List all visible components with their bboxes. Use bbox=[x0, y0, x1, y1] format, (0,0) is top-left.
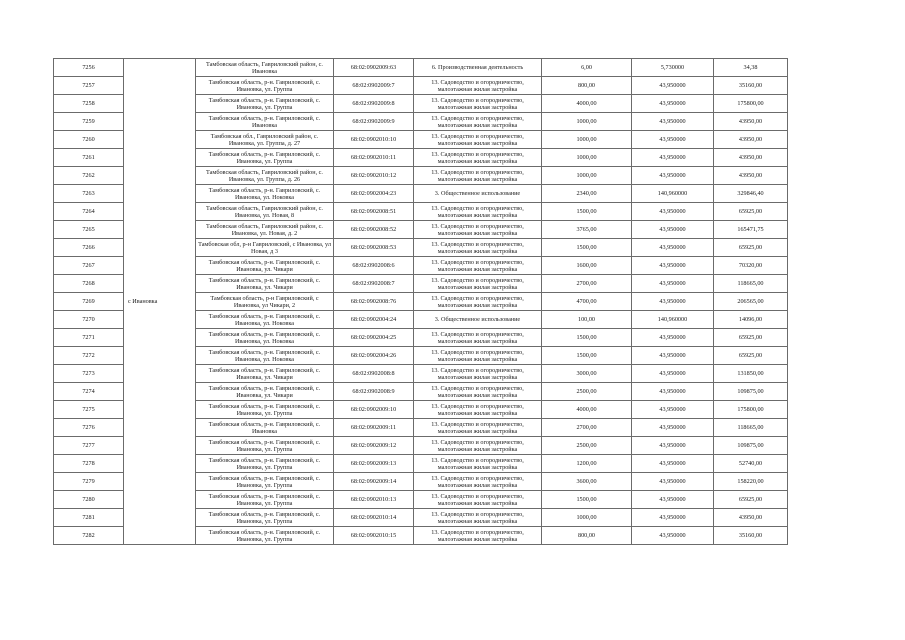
specific-value-cell: 43,950000 bbox=[632, 239, 714, 257]
address-cell: Тамбовская обл, р-н Гавриловский, с Ивановка, ул Новая, д 3 bbox=[196, 239, 334, 257]
area-cell: 1500,00 bbox=[542, 347, 632, 365]
land-use-cell: 13. Садоводство и огородничество, малоэтажная жилая застройка bbox=[414, 203, 542, 221]
row-number-cell: 7272 bbox=[54, 347, 124, 365]
cadastral-number-cell: 68:02:0902008:8 bbox=[334, 365, 414, 383]
cadastral-value-cell: 52740,00 bbox=[714, 455, 788, 473]
specific-value-cell: 43,950000 bbox=[632, 527, 714, 545]
row-number-cell: 7281 bbox=[54, 509, 124, 527]
area-cell: 1500,00 bbox=[542, 329, 632, 347]
area-cell: 100,00 bbox=[542, 311, 632, 329]
row-number-cell: 7279 bbox=[54, 473, 124, 491]
land-use-cell: 13. Садоводство и огородничество, малоэтажная жилая застройка bbox=[414, 167, 542, 185]
address-cell: Тамбовская область, Гавриловский район, с. Ивановка, ул. Группа, д. 26 bbox=[196, 167, 334, 185]
row-number-cell: 7268 bbox=[54, 275, 124, 293]
area-cell: 4000,00 bbox=[542, 401, 632, 419]
cadastral-number-cell: 68:02:0902008:52 bbox=[334, 221, 414, 239]
address-cell: Тамбовская область, р-н. Гавриловский, с. Ивановка, ул. Группа bbox=[196, 455, 334, 473]
cadastral-value-cell: 65925,00 bbox=[714, 329, 788, 347]
land-use-cell: 13. Садоводство и огородничество, малоэтажная жилая застройка bbox=[414, 509, 542, 527]
cadastral-value-cell: 109875,00 bbox=[714, 437, 788, 455]
cadastral-number-cell: 68:02:0902008:53 bbox=[334, 239, 414, 257]
cadastral-number-cell: 68:02:0902010:13 bbox=[334, 491, 414, 509]
address-cell: Тамбовская область, р-н. Гавриловский, с. Ивановка, ул. Ноковка bbox=[196, 347, 334, 365]
cadastral-value-cell: 206565,00 bbox=[714, 293, 788, 311]
land-use-cell: 13. Садоводство и огородничество, малоэтажная жилая застройка bbox=[414, 257, 542, 275]
cadastral-value-cell: 35160,00 bbox=[714, 527, 788, 545]
row-number-cell: 7257 bbox=[54, 77, 124, 95]
cadastral-value-cell: 70320,00 bbox=[714, 257, 788, 275]
address-cell: Тамбовская область, р-н. Гавриловский, с. Ивановка, ул. Ноковка bbox=[196, 311, 334, 329]
address-cell: Тамбовская область, р-н. Гавриловский, с. Ивановка, ул. Группа bbox=[196, 509, 334, 527]
row-number-cell: 7270 bbox=[54, 311, 124, 329]
row-number-cell: 7275 bbox=[54, 401, 124, 419]
area-cell: 6,00 bbox=[542, 59, 632, 77]
address-cell: Тамбовская область, р-н. Гавриловский, с. Ивановка, ул. Группа bbox=[196, 401, 334, 419]
cadastral-value-cell: 175800,00 bbox=[714, 401, 788, 419]
address-cell: Тамбовская область, р-н. Гавриловский, с. Ивановка bbox=[196, 113, 334, 131]
specific-value-cell: 43,950000 bbox=[632, 401, 714, 419]
cadastral-value-cell: 34,38 bbox=[714, 59, 788, 77]
table-body bbox=[54, 59, 788, 545]
land-use-cell: 13. Садоводство и огородничество, малоэтажная жилая застройка bbox=[414, 383, 542, 401]
cadastral-value-table bbox=[53, 58, 788, 545]
land-use-cell: 13. Садоводство и огородничество, малоэтажная жилая застройка bbox=[414, 275, 542, 293]
address-cell: Тамбовская область, Гавриловский район, с. Ивановка, ул. Новая, 8 bbox=[196, 203, 334, 221]
specific-value-cell: 43,950000 bbox=[632, 131, 714, 149]
specific-value-cell: 43,950000 bbox=[632, 383, 714, 401]
cadastral-number-cell: 68:02:0902008:7 bbox=[334, 275, 414, 293]
cadastral-value-cell: 118665,00 bbox=[714, 419, 788, 437]
land-use-cell: 13. Садоводство и огородничество, малоэтажная жилая застройка bbox=[414, 221, 542, 239]
address-cell: Тамбовская область, р-н. Гавриловский, с. Ивановка, ул. Чикари bbox=[196, 365, 334, 383]
cadastral-value-cell: 35160,00 bbox=[714, 77, 788, 95]
address-cell: Тамбовская область, р-н. Гавриловский, с. Ивановка, ул. Чикари bbox=[196, 383, 334, 401]
cadastral-number-cell: 68:02:0902010:14 bbox=[334, 509, 414, 527]
cadastral-value-cell: 109875,00 bbox=[714, 383, 788, 401]
cadastral-number-cell: 68:02:0902010:15 bbox=[334, 527, 414, 545]
cadastral-number-cell: 68:02:0902004:26 bbox=[334, 347, 414, 365]
area-cell: 800,00 bbox=[542, 527, 632, 545]
cadastral-number-cell: 68:02:0902010:10 bbox=[334, 131, 414, 149]
land-use-cell: 13. Садоводство и огородничество, малоэтажная жилая застройка bbox=[414, 293, 542, 311]
cadastral-number-cell: 68:02:0902004:23 bbox=[334, 185, 414, 203]
row-number-cell: 7263 bbox=[54, 185, 124, 203]
area-cell: 2500,00 bbox=[542, 437, 632, 455]
row-number-cell: 7264 bbox=[54, 203, 124, 221]
row-number-cell: 7276 bbox=[54, 419, 124, 437]
area-cell: 1500,00 bbox=[542, 239, 632, 257]
area-cell: 3600,00 bbox=[542, 473, 632, 491]
specific-value-cell: 43,950000 bbox=[632, 113, 714, 131]
address-cell: Тамбовская область, р-н Гавриловский, с Ивановка, ул Чикари, 2 bbox=[196, 293, 334, 311]
specific-value-cell: 43,950000 bbox=[632, 491, 714, 509]
specific-value-cell: 43,950000 bbox=[632, 509, 714, 527]
row-number-cell: 7256 bbox=[54, 59, 124, 77]
area-cell: 4700,00 bbox=[542, 293, 632, 311]
land-use-cell: 13. Садоводство и огородничество, малоэтажная жилая застройка bbox=[414, 347, 542, 365]
cadastral-number-cell: 68:02:0902008:76 bbox=[334, 293, 414, 311]
address-cell: Тамбовская область, р-н. Гавриловский, с. Ивановка, ул. Ноковка bbox=[196, 185, 334, 203]
specific-value-cell: 140,960000 bbox=[632, 311, 714, 329]
specific-value-cell: 43,950000 bbox=[632, 149, 714, 167]
cadastral-number-cell: 68:02:0902009:10 bbox=[334, 401, 414, 419]
specific-value-cell: 43,950000 bbox=[632, 167, 714, 185]
area-cell: 1000,00 bbox=[542, 509, 632, 527]
cadastral-number-cell: 68:02:0902008:51 bbox=[334, 203, 414, 221]
specific-value-cell: 140,960000 bbox=[632, 185, 714, 203]
specific-value-cell: 43,950000 bbox=[632, 329, 714, 347]
area-cell: 800,00 bbox=[542, 77, 632, 95]
row-number-cell: 7280 bbox=[54, 491, 124, 509]
area-cell: 3000,00 bbox=[542, 365, 632, 383]
specific-value-cell: 43,950000 bbox=[632, 473, 714, 491]
address-cell: Тамбовская область, р-н. Гавриловский, с. Ивановка, ул. Группа bbox=[196, 527, 334, 545]
area-cell: 2700,00 bbox=[542, 419, 632, 437]
row-number-cell: 7261 bbox=[54, 149, 124, 167]
row-number-cell: 7260 bbox=[54, 131, 124, 149]
row-number-cell: 7273 bbox=[54, 365, 124, 383]
row-number-cell: 7277 bbox=[54, 437, 124, 455]
specific-value-cell: 43,950000 bbox=[632, 419, 714, 437]
specific-value-cell: 43,950000 bbox=[632, 455, 714, 473]
area-cell: 1000,00 bbox=[542, 113, 632, 131]
address-cell: Тамбовская область, р-н. Гавриловский, с. Ивановка, ул. Чикари bbox=[196, 257, 334, 275]
cadastral-value-cell: 175800,00 bbox=[714, 95, 788, 113]
area-cell: 1500,00 bbox=[542, 491, 632, 509]
row-number-cell: 7269 bbox=[54, 293, 124, 311]
land-use-cell: 13. Садоводство и огородничество, малоэтажная жилая застройка bbox=[414, 491, 542, 509]
address-cell: Тамбовская область, р-н. Гавриловский, с. Ивановка, ул. Группа bbox=[196, 95, 334, 113]
land-use-cell: 13. Садоводство и огородничество, малоэтажная жилая застройка bbox=[414, 473, 542, 491]
area-cell: 1600,00 bbox=[542, 257, 632, 275]
cadastral-number-cell: 68:02:0902009:12 bbox=[334, 437, 414, 455]
cadastral-value-cell: 43950,00 bbox=[714, 113, 788, 131]
area-cell: 1500,00 bbox=[542, 203, 632, 221]
cadastral-number-cell: 68:02:0902010:12 bbox=[334, 167, 414, 185]
area-cell: 1000,00 bbox=[542, 131, 632, 149]
address-cell: Тамбовская область, р-н. Гавриловский, с. Ивановка, ул. Группа bbox=[196, 491, 334, 509]
specific-value-cell: 43,950000 bbox=[632, 221, 714, 239]
land-use-cell: 13. Садоводство и огородничество, малоэтажная жилая застройка bbox=[414, 365, 542, 383]
cadastral-value-cell: 14096,00 bbox=[714, 311, 788, 329]
land-use-cell: 13. Садоводство и огородничество, малоэтажная жилая застройка bbox=[414, 419, 542, 437]
specific-value-cell: 43,950000 bbox=[632, 437, 714, 455]
specific-value-cell: 43,950000 bbox=[632, 257, 714, 275]
cadastral-number-cell: 68:02:0902009:11 bbox=[334, 419, 414, 437]
land-use-cell: 13. Садоводство и огородничество, малоэтажная жилая застройка bbox=[414, 437, 542, 455]
row-number-cell: 7267 bbox=[54, 257, 124, 275]
cadastral-value-cell: 65925,00 bbox=[714, 203, 788, 221]
cadastral-value-cell: 329846,40 bbox=[714, 185, 788, 203]
cadastral-value-cell: 43950,00 bbox=[714, 131, 788, 149]
land-use-cell: 13. Садоводство и огородничество, малоэтажная жилая застройка bbox=[414, 149, 542, 167]
cadastral-number-cell: 68:02:0902009:9 bbox=[334, 113, 414, 131]
address-cell: Тамбовская обл., Гавриловский район, с. Ивановка, ул. Группа, д. 27 bbox=[196, 131, 334, 149]
row-number-cell: 7258 bbox=[54, 95, 124, 113]
address-cell: Тамбовская область, р-н. Гавриловский, с. Ивановка, ул. Ноковка bbox=[196, 329, 334, 347]
cadastral-number-cell: 68:02:0902009:7 bbox=[334, 77, 414, 95]
area-cell: 1200,00 bbox=[542, 455, 632, 473]
specific-value-cell: 43,950000 bbox=[632, 365, 714, 383]
row-number-cell: 7259 bbox=[54, 113, 124, 131]
row-number-cell: 7282 bbox=[54, 527, 124, 545]
row-number-cell: 7265 bbox=[54, 221, 124, 239]
land-use-cell: 13. Садоводство и огородничество, малоэтажная жилая застройка bbox=[414, 77, 542, 95]
area-cell: 3765,00 bbox=[542, 221, 632, 239]
specific-value-cell: 43,950000 bbox=[632, 347, 714, 365]
row-number-cell: 7274 bbox=[54, 383, 124, 401]
cadastral-value-cell: 165471,75 bbox=[714, 221, 788, 239]
area-cell: 1000,00 bbox=[542, 149, 632, 167]
specific-value-cell: 43,950000 bbox=[632, 95, 714, 113]
row-number-cell: 7271 bbox=[54, 329, 124, 347]
cadastral-number-cell: 68:02:0902009:63 bbox=[334, 59, 414, 77]
land-use-cell: 13. Садоводство и огородничество, малоэтажная жилая застройка bbox=[414, 329, 542, 347]
cadastral-number-cell: 68:02:0902010:11 bbox=[334, 149, 414, 167]
cadastral-number-cell: 68:02:0902008:6 bbox=[334, 257, 414, 275]
address-cell: Тамбовская область, р-н. Гавриловский, с. Ивановка, ул. Группа bbox=[196, 437, 334, 455]
cadastral-value-cell: 131850,00 bbox=[714, 365, 788, 383]
specific-value-cell: 43,950000 bbox=[632, 275, 714, 293]
cadastral-value-cell: 43950,00 bbox=[714, 149, 788, 167]
row-number-cell: 7266 bbox=[54, 239, 124, 257]
cadastral-value-cell: 43950,00 bbox=[714, 167, 788, 185]
address-cell: Тамбовская область, р-н. Гавриловский, с. Ивановка, ул. Чикари bbox=[196, 275, 334, 293]
land-use-cell: 13. Садоводство и огородничество, малоэтажная жилая застройка bbox=[414, 95, 542, 113]
area-cell: 2500,00 bbox=[542, 383, 632, 401]
specific-value-cell: 43,950000 bbox=[632, 77, 714, 95]
cadastral-value-cell: 65925,00 bbox=[714, 239, 788, 257]
land-use-cell: 3. Общественное использование bbox=[414, 185, 542, 203]
cadastral-value-cell: 65925,00 bbox=[714, 491, 788, 509]
cadastral-number-cell: 68:02:0902009:13 bbox=[334, 455, 414, 473]
land-use-cell: 13. Садоводство и огородничество, малоэтажная жилая застройка bbox=[414, 131, 542, 149]
land-use-cell: 13. Садоводство и огородничество, малоэтажная жилая застройка bbox=[414, 455, 542, 473]
cadastral-number-cell: 68:02:0902004:25 bbox=[334, 329, 414, 347]
cadastral-number-cell: 68:02:0902009:8 bbox=[334, 95, 414, 113]
table-row bbox=[54, 59, 788, 77]
address-cell: Тамбовская область, Гавриловский район, с. Ивановка bbox=[196, 59, 334, 77]
specific-value-cell: 43,950000 bbox=[632, 293, 714, 311]
cadastral-value-cell: 43950,00 bbox=[714, 509, 788, 527]
land-use-cell: 6. Производственная деятельность bbox=[414, 59, 542, 77]
cadastral-value-cell: 158220,00 bbox=[714, 473, 788, 491]
land-use-cell: 13. Садоводство и огородничество, малоэтажная жилая застройка bbox=[414, 113, 542, 131]
address-cell: Тамбовская область, р-н. Гавриловский, с. Ивановка, ул. Группа bbox=[196, 149, 334, 167]
land-use-cell: 13. Садоводство и огородничество, малоэтажная жилая застройка bbox=[414, 527, 542, 545]
area-cell: 4000,00 bbox=[542, 95, 632, 113]
cadastral-number-cell: 68:02:0902009:14 bbox=[334, 473, 414, 491]
land-use-cell: 13. Садоводство и огородничество, малоэтажная жилая застройка bbox=[414, 239, 542, 257]
cadastral-value-cell: 118665,00 bbox=[714, 275, 788, 293]
row-number-cell: 7278 bbox=[54, 455, 124, 473]
address-cell: Тамбовская область, р-н. Гавриловский, с. Ивановка bbox=[196, 419, 334, 437]
specific-value-cell: 5,730000 bbox=[632, 59, 714, 77]
area-cell: 2700,00 bbox=[542, 275, 632, 293]
cadastral-number-cell: 68:02:0902004:24 bbox=[334, 311, 414, 329]
locality-cell: с Ивановка bbox=[124, 59, 196, 545]
specific-value-cell: 43,950000 bbox=[632, 203, 714, 221]
address-cell: Тамбовская область, р-н. Гавриловский, с. Ивановка, ул. Группа bbox=[196, 77, 334, 95]
land-use-cell: 13. Садоводство и огородничество, малоэтажная жилая застройка bbox=[414, 401, 542, 419]
area-cell: 1000,00 bbox=[542, 167, 632, 185]
area-cell: 2340,00 bbox=[542, 185, 632, 203]
cadastral-value-cell: 65925,00 bbox=[714, 347, 788, 365]
address-cell: Тамбовская область, р-н. Гавриловский, с. Ивановка, ул. Группа bbox=[196, 473, 334, 491]
row-number-cell: 7262 bbox=[54, 167, 124, 185]
address-cell: Тамбовская область, Гавриловский район, с. Ивановка, ул. Новая, д. 2 bbox=[196, 221, 334, 239]
land-use-cell: 3. Общественное использование bbox=[414, 311, 542, 329]
cadastral-number-cell: 68:02:0902008:9 bbox=[334, 383, 414, 401]
